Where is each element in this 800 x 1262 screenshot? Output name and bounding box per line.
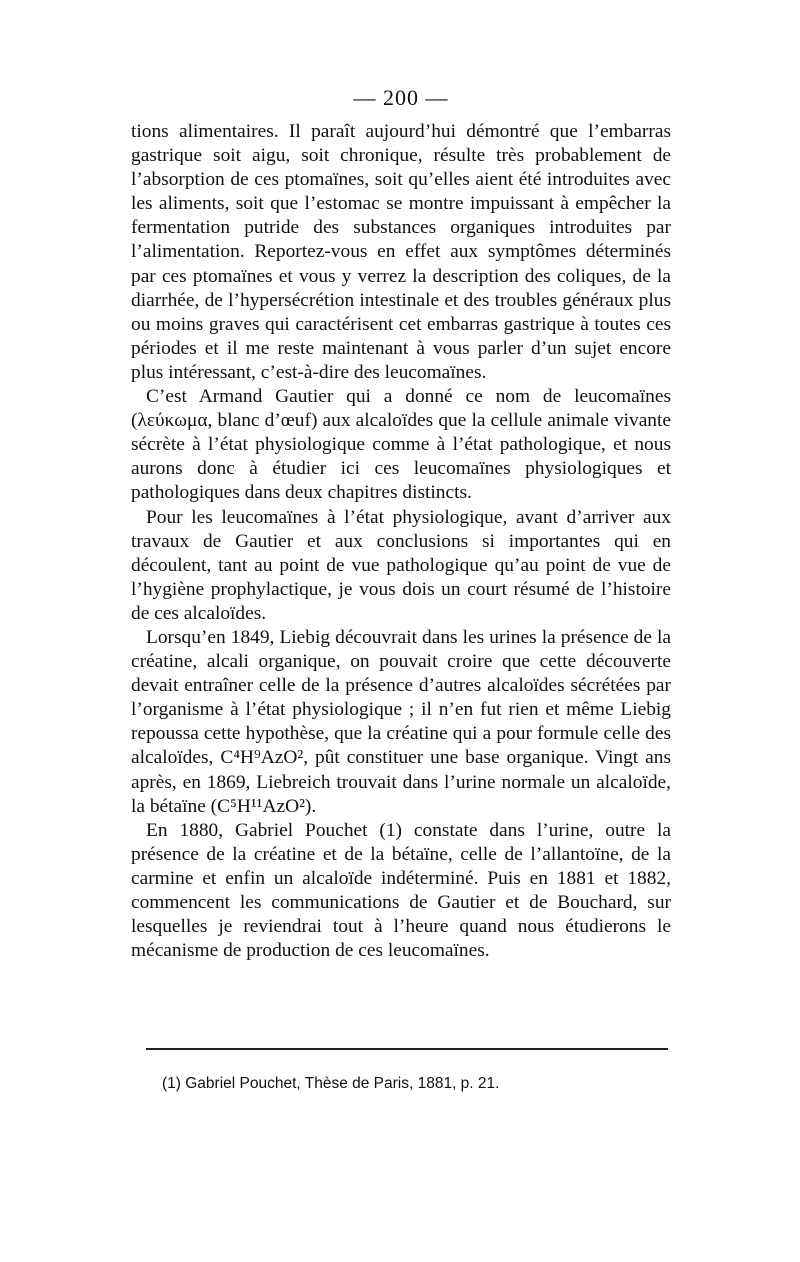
paragraph-2: C’est Armand Gautier qui a donné ce nom de leucomaïnes (λεύκωμα, blanc d’œuf) aux alcaloïdes que la cellule animale vivante sécrète à l’état physiologique comme à l’état pathologique, et nous aurons donc à étudier ici ces leucomaïnes physiologiques et pathologiques dans deux chapitres distincts. xyxy=(131,386,671,504)
footnote: (1) Gabriel Pouchet, Thèse de Paris, 1881, p. 21. xyxy=(162,1075,500,1092)
page-number: — 200 — xyxy=(353,85,449,110)
paragraph-3: Pour les leucomaïnes à l’état physiologique, avant d’arriver aux travaux de Gautier et aux conclusions si importantes qui en découlent, tant au point de vue pathologique qu’au point de vue de l’hygiène prophylactique, je vous dois un court résumé de l’histoire de ces alcaloïdes. xyxy=(131,506,671,624)
page-body xyxy=(131,84,671,963)
paragraph-4: Lorsqu’en 1849, Liebig découvrait dans les urines la présence de la créatine, alcali organique, on pouvait croire que cette découverte devait entraîner celle de la présence d’autres alcaloïdes sécrétées par l’organisme à l’état physiologique ; il n’en fut rien et même Liebig repoussa cette hypothèse, que la créatine qui a pour formule celle des alcaloïdes, C⁴H⁹AzO², pût constituer une base organique. Vingt ans après, en 1869, Liebreich trouvait dans l’urine normale un alcaloïde, la bétaïne (C⁵H¹¹AzO²). xyxy=(131,626,671,817)
footnote-divider xyxy=(146,1048,668,1050)
paragraph-1: tions alimentaires. Il paraît aujourd’hui démontré que l’embarras gastrique soit aigu, soit chronique, résulte très probablement de l’absorption de ces ptomaïnes, soit qu’elles aient été introduites avec les aliments, soit que l’estomac se montre impuissant à empêcher la fermentation putride des substances organiques introduites par l’alimentation. Reportez-vous en effet aux symptômes déterminés par ces ptomaïnes et vous y verrez la description des coliques, de la diarrhée, de l’hypersécrétion intestinale et des troubles généraux plus ou moins graves qui caractérisent cet embarras gastrique à toutes ces périodes et il me reste maintenant à vous parler d’un sujet encore plus intéressant, c’est-à-dire des leucomaïnes. xyxy=(131,121,671,383)
paragraph-5: En 1880, Gabriel Pouchet (1) constate dans l’urine, outre la présence de la créatine et de la bétaïne, celle de l’allantoïne, de la carmine et enfin un alcaloïde indéterminé. Puis en 1881 et 1882, commencent les communications de Gautier et de Bouchard, sur lesquelles je reviendrai tout à l’heure quand nous étudierons le mécanisme de production de ces leucomaïnes. xyxy=(131,819,671,962)
